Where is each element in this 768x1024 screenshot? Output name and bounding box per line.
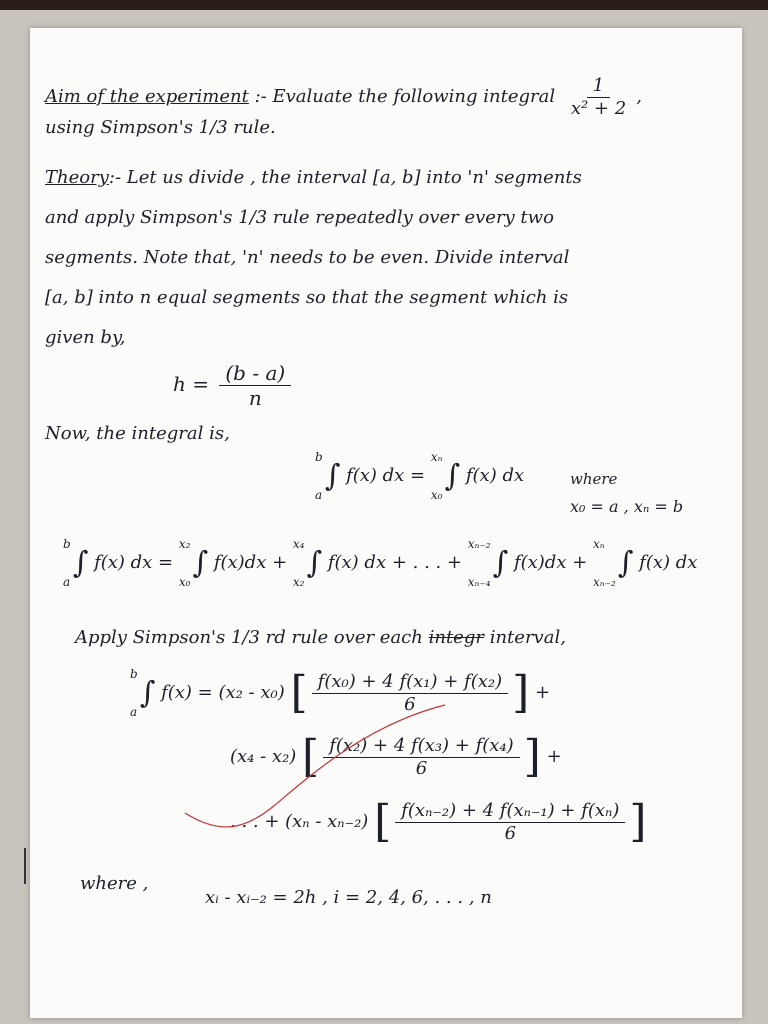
integral-sign: ∫: [139, 675, 156, 711]
r1-plus: +: [535, 682, 551, 703]
theory-text-1: :- Let us divide , the interval [a, b] into 'n' segments: [108, 167, 582, 188]
r1-den: 6: [404, 693, 416, 715]
integral-sign: ∫: [306, 545, 323, 581]
eq1-lhs: f(x) dx =: [346, 465, 426, 486]
aim-label: Aim of the experiment: [45, 86, 249, 108]
eq1-where-label: where: [570, 470, 618, 488]
eq2-term-2: f(x) dx + . . . +: [327, 552, 463, 573]
lim-upper: x₄: [292, 537, 305, 551]
lim-lower: a: [63, 575, 71, 589]
right-bracket: ]: [512, 667, 530, 718]
r3-den: 6: [504, 822, 517, 844]
theory-label: Theory: [45, 167, 109, 188]
h-den: n: [248, 386, 262, 410]
aim-integrand-den: x² + 2: [570, 97, 627, 119]
theory-line-3: segments. Note that, 'n' needs to be even. Divide interval: [45, 247, 570, 268]
lim-upper: b: [130, 667, 138, 681]
theory-line-4: [a, b] into n equal segments so that the segment which is: [45, 287, 569, 308]
red-stroke: [185, 705, 445, 827]
integral-sign: ∫: [444, 458, 461, 494]
r1-num: f(x₀) + 4 f(x₁) + f(x₂): [312, 671, 508, 694]
h-lhs: h =: [173, 372, 209, 396]
eq1-lhs-lower: a: [315, 488, 323, 502]
aim-trail: ,: [636, 86, 642, 108]
r2-num: f(x₂) + 4 f(x₃) + f(x₄): [323, 735, 519, 758]
footer-cond: xᵢ - xᵢ₋₂ = 2h , i = 2, 4, 6, . . . , n: [205, 887, 492, 908]
r2-lhs: (x₄ - x₂): [230, 746, 297, 768]
r3-lhs: . . . + (xₙ - xₙ₋₂): [230, 811, 369, 833]
integral-sign: ∫: [192, 545, 209, 581]
lim-lower: xₙ₋₂: [593, 575, 616, 589]
eq1-rhs-upper: xₙ: [430, 450, 443, 464]
lim-lower: a: [130, 705, 138, 719]
aim-line-2: using Simpson's 1/3 rule.: [45, 117, 276, 138]
lim-lower: x₂: [292, 575, 305, 589]
aim-integrand-num: 1: [587, 75, 610, 98]
apply-pre: Apply Simpson's 1/3 rd rule over each: [75, 627, 423, 648]
lim-lower: xₙ₋₄: [467, 575, 491, 589]
right-bracket: ]: [629, 796, 647, 848]
lim-upper: b: [63, 537, 71, 551]
h-num: (b - a): [219, 361, 291, 386]
eq1-rhs: f(x) dx: [465, 465, 525, 486]
right-bracket: ]: [523, 731, 541, 783]
margin-mark: [24, 848, 26, 884]
red-pen-mark: [45, 65, 725, 965]
lim-upper: xₙ₋₂: [467, 537, 491, 551]
lim-lower: x₀: [178, 575, 191, 589]
eq2-term-4: f(x) dx: [639, 552, 698, 573]
left-bracket: [: [290, 667, 308, 718]
lim-upper: x₂: [178, 537, 191, 551]
eq2-lhs: f(x) dx =: [94, 552, 174, 573]
r2-plus: +: [546, 746, 562, 768]
top-edge: [0, 0, 768, 10]
integral-sign: ∫: [324, 458, 341, 494]
eq1-lhs-upper: b: [315, 450, 323, 464]
theory-line-2: and apply Simpson's 1/3 rule repeatedly over every two: [45, 207, 554, 228]
integral-sign: ∫: [72, 545, 89, 581]
r2-den: 6: [415, 757, 428, 779]
r3-num: f(xₙ₋₂) + 4 f(xₙ₋₁) + f(xₙ): [395, 800, 625, 823]
integral-sign: ∫: [617, 545, 634, 581]
eq2-term-1: f(x)dx +: [213, 552, 288, 573]
footer-where: where ,: [80, 873, 149, 894]
r1-lhs: f(x) = (x₂ - x₀): [161, 682, 285, 703]
integral-intro: Now, the integral is,: [45, 423, 230, 444]
aim-text: :- Evaluate the following integral: [254, 86, 556, 108]
eq1-rhs-lower: x₀: [430, 488, 443, 502]
integral-sign: ∫: [492, 545, 509, 581]
theory-line-5: given by,: [45, 327, 126, 348]
apply-post: interval,: [489, 627, 566, 648]
lim-upper: xₙ: [593, 537, 605, 551]
eq2-term-3: f(x)dx +: [513, 552, 588, 573]
eq1-where-cond: x₀ = a , xₙ = b: [570, 497, 684, 516]
left-bracket: [: [302, 731, 320, 783]
apply-struck: integr: [428, 627, 484, 648]
left-bracket: [: [374, 796, 392, 848]
